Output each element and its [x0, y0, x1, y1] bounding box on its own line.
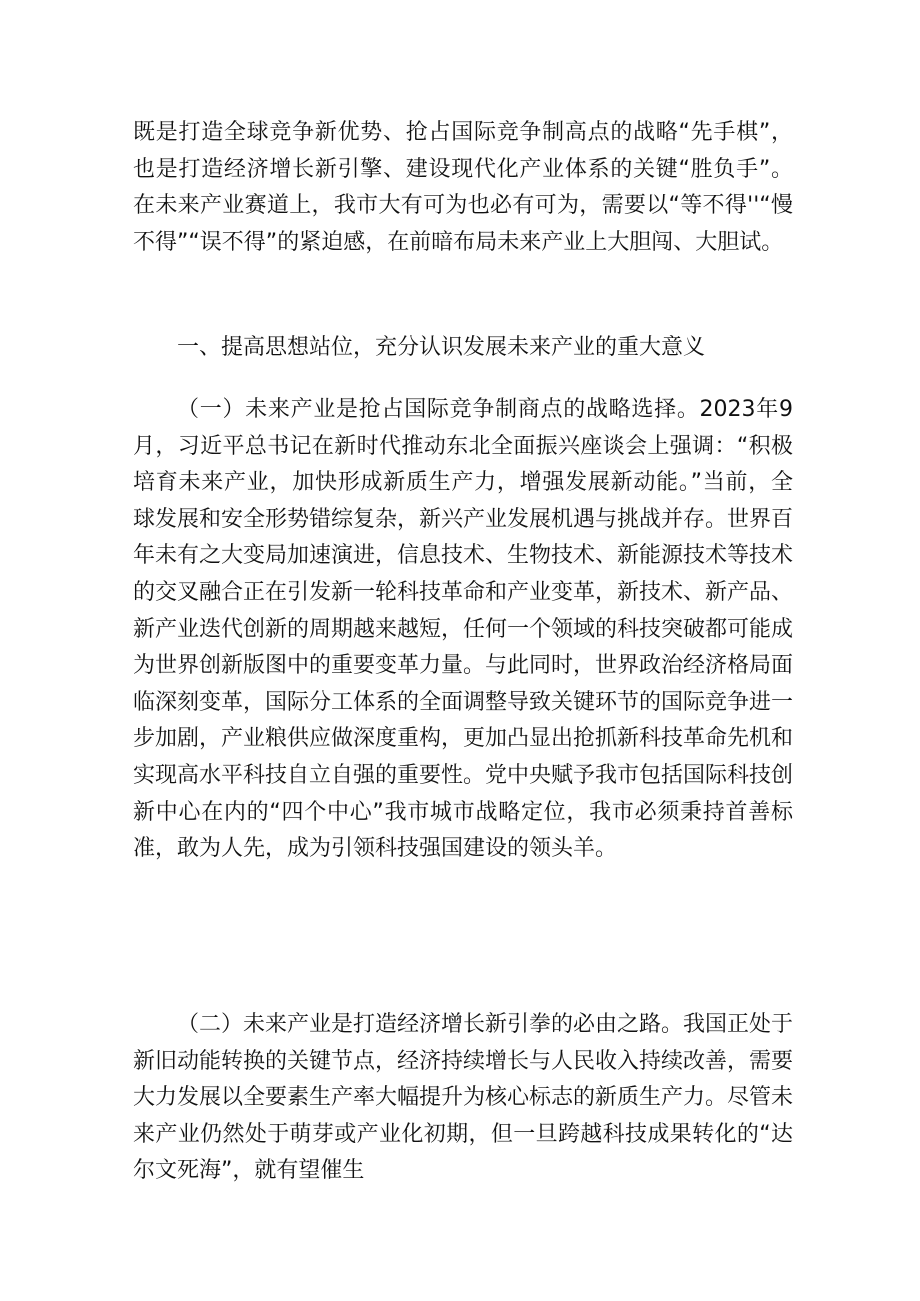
subsection-paragraph-one: （一）未来产业是抢占国际竞争制商点的战略选择。2023年9月，习近平总书记在新时代推动东北全面振兴座谈会上强调：“积极培育未来产业，加快形成新质生产力，增强发展新动能。”当前，全球发展和安全形势错综复杂，新兴产业发展机遇与挑战并存。世界百年未有之大变局加速演进，信息技术、生物技术、新能源技术等技术的交叉融合正在引发新一轮科技革命和产业变革，新技术、新产品、新产业迭代创新的周期越来越短，任何一个领域的科技突破都可能成为世界创新版图中的重要变革力量。与此同时，世界政治经济格局面临深刻变革，国际分工体系的全面调整导致关键环节的国际竞争进一步加剧，产业粮供应做深度重构，更加凸显出抢抓新科技革命先机和实现高水平科技自立自强的重要性。党中央赋予我市包括国际科技创新中心在内的“四个中心”我市城市战略定位，我市必须秉持首善标准，敢为人先，成为引领科技强国建设的领头羊。	[133, 397, 794, 862]
section-heading: 一、提高思想站位，充分认识发展未来产业的重大意义	[177, 335, 706, 360]
intro-paragraph: 既是打造全球竞争新优势、抢占国际竞争制高点的战略“先手棋”，也是打造经济增长新引擎、建设现代化产业体系的关键“胜负手”。在未来产业赛道上，我市大有可为也必有可为，需要以“等不得''“慢不得”“误不得”的紧迫感，在前暗布局未来产业上大胆闯、大胆试。	[133, 120, 793, 255]
subsection-paragraph-two: （二）未来产业是打造经济增长新引拳的必由之路。我国正处于新旧动能转换的关键节点，经济持续增长与人民收入持续改善，需要大力发展以全要素生产率大幅提升为核心标志的新质生产力。尽管未来产业仍然处于萌芽或产业化初期，但一旦跨越科技成果转化的“达尔文死海”，就有望催生	[133, 1012, 794, 1184]
